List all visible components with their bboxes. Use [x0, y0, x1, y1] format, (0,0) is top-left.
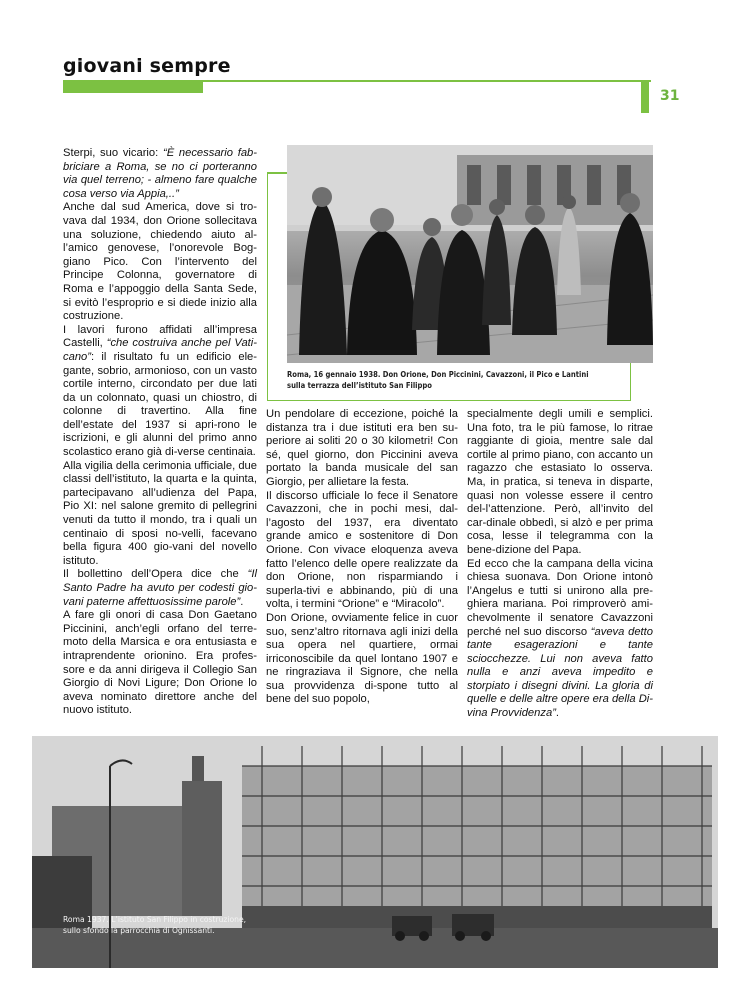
paragraph: [266, 490, 458, 612]
page-marker: [641, 81, 649, 113]
paragraph: [63, 460, 257, 569]
body-text: Un pendolare di eccezione, poiché la distanza tra i due istituti era ben su-periore ai soliti 20 o 30 kilometri! Con sé, quel giorno, don Piccinini aveva portato la banda musicale del san Giorgio, per allietare la festa.: [266, 408, 458, 488]
text-column-3: [467, 408, 653, 721]
body-text: : il risultato fu un edificio ele-gante, sobrio, armonioso, con un vasto cortile interno, circondato per due lati da un colonnato, quasi un chiostro, di colonne di travertino. Alla fine dell’estate del 1937 si apri-rono le iscrizioni, e gli alunni del primo anno scolastico erano già di-verse centinaia.: [63, 350, 257, 459]
body-text: Don Orione, ovviamente felice in cuor suo, senz’altro ritornava agli inizi della sua opera nel quartiere, ormai irriconoscibile da quel lontano 1907 e ne ringraziava il Signore, che nella sua provvidenza di-spone tutto al bene del suo popolo,: [266, 611, 458, 706]
paragraph: [63, 609, 257, 718]
paragraph: [266, 408, 458, 490]
text-column-1: [63, 147, 257, 718]
photo-terrace-group: [287, 145, 653, 363]
paragraph: [63, 147, 257, 201]
quote-text: “Il Santo Padre ha avuto per codesti gio-vani paterne affettuosissime parole”: [63, 568, 257, 608]
body-text: .: [555, 707, 560, 720]
quote-text: “aveva detto tante esagerazioni e tante sciocchezze. Lui non aveva fatto nulla e anzi aveva impedito e storpiato i disegni divini. La gloria di quelle e delle altre opere era della Di-vina Provvidenza”: [467, 625, 653, 720]
quote-text: “che costruiva anche pel Vati-cano”: [63, 337, 257, 363]
section-title: giovani sempre: [63, 55, 231, 77]
body-text: Sterpi, suo vicario:: [63, 147, 163, 159]
paragraph: [467, 558, 653, 721]
paragraph: [467, 408, 653, 558]
body-text: Alla vigilia della cerimonia ufficiale, due classi dell’istituto, la quarta e la quinta, partecipavano all’udienza del Papa, Pio XI: nel salone gremito di pellegrini venuti da tutto il mondo, tra i quali un centinaio di sposi no-velli, facevano bella figura 400 gio-vani del novello istituto.: [63, 459, 257, 567]
photo-caption-bottom: Roma 1937. L’istituto San Filippo in costruzione, sullo sfondo la parrocchia di Ognissanti.: [63, 915, 247, 935]
text-column-2: [266, 408, 458, 707]
photo-frame-tab: [267, 172, 287, 174]
photo-caption-top: Roma, 16 gennaio 1938. Don Orione, Don Piccinini, Cavazzoni, il Pico e Lantini sulla terrazza dell’istituto San Filippo: [287, 370, 589, 390]
body-text: Il bollettino dell’Opera dice che: [63, 568, 248, 581]
paragraph: [266, 612, 458, 707]
body-text: Il discorso ufficiale lo fece il Senatore Cavazzoni, che in pochi mesi, dal-l’agosto del 1937, era diventato grande amico e sostenitore di Don Orione. Con vivace eloquenza aveva fatto l’elenco delle opere realizzate da don Orione, non risparmiando i superla-tivi e abbinando, più di una volta, i termini “Orione” e “Miracolo”.: [266, 489, 458, 611]
header-accent-bar: [63, 81, 203, 93]
photo-terrace-illustration: [287, 145, 653, 363]
body-text: I lavori furono affidati all’impresa Castelli,: [63, 323, 257, 350]
body-text: specialmente degli umili e semplici. Una foto, tra le più famose, lo ritrae raggiante di gioia, mentre sale dal cortile al primo piano, con accanto un ragazzo che estasiato lo osserva. Ma, in pratica, si teneva in disparte, quasi non volesse essere il centro del-l’attenzione. Però, all’invito del car-dinale obbedì, si alzò e per prima cosa, lesse il telegramma con la bene-dizione del Papa.: [467, 408, 653, 556]
paragraph: [63, 568, 257, 609]
paragraph: [63, 324, 257, 460]
paragraph: [63, 201, 257, 323]
body-text: Ed ecco che la campana della vicina chiesa suonava. Don Orione intonò l’Angelus e tutti si unirono alla pre-ghiera mariana. Poi rimproverò ami-chevolmente il senatore Cavazzoni perché nel suo discorso: [467, 557, 653, 638]
page-number: 31: [660, 88, 680, 104]
body-text: A fare gli onori di casa Don Gaetano Piccinini, anch’egli orfano del terre-moto della Marsica e ora entusiasta e intraprendente orionino. Era profes-sore e da anni dirigeva il Collegio San Giorgio di Novi Ligure; Don Orione lo aveva nominato direttore anche del nuovo istituto.: [63, 609, 257, 717]
body-text: Anche dal sud America, dove si tro-vava dal 1934, don Orione sollecitava una soluzione, chiedendo aiuto al-l’amico genovese, l’onorevole Bog-giano Pico. Con l’intervento del Principe Colonna, governatore di Roma e l’appoggio della Santa Sede, si evitò l’esproprio e si diede inizio alla costruzione.: [63, 201, 257, 323]
quote-text: “È necessario fab-briciare a Roma, se no ci porteranno via quel terreno; - almeno fare qualche cosa verso via Appia,..”: [63, 147, 257, 200]
body-text: .: [240, 595, 244, 608]
